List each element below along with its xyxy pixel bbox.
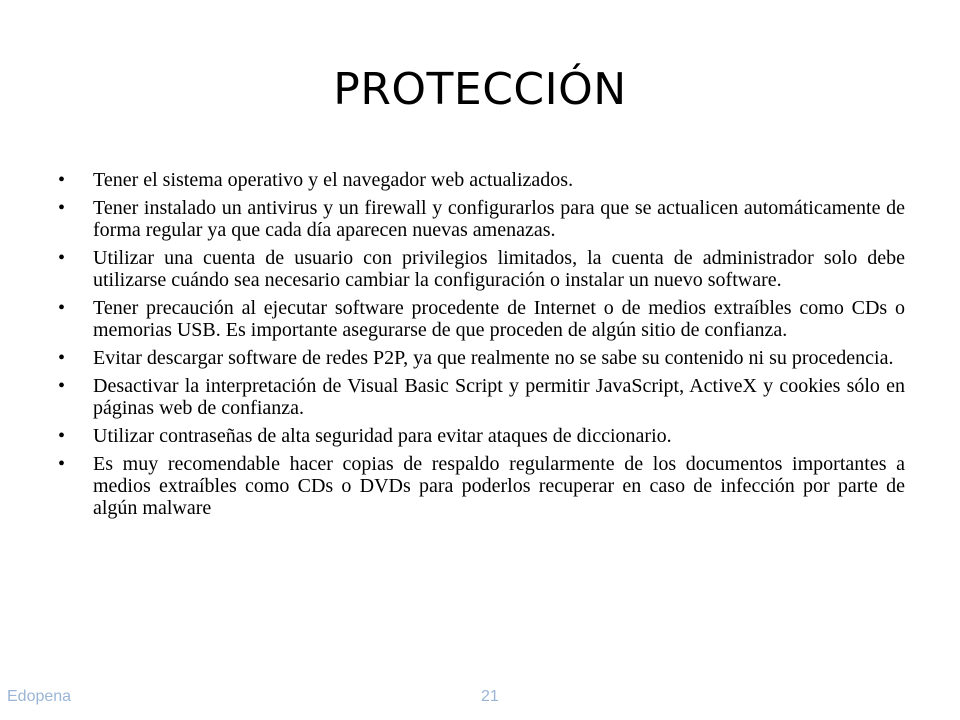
bullet-icon: • — [58, 453, 66, 475]
bullet-icon: • — [58, 297, 66, 319]
bullet-item — [58, 169, 905, 191]
bullet-icon: • — [58, 375, 66, 397]
bullet-icon: • — [58, 197, 66, 219]
bullet-icon: • — [58, 347, 66, 369]
slide-title: PROTECCIÓN — [333, 64, 627, 115]
bullet-text: Tener precaución al ejecutar software procedente de Internet o de medios extraíbles como CDs o memorias USB. Es importante asegurarse de que proceden de algún sitio de confianza. — [93, 297, 905, 341]
bullet-text: Evitar descargar software de redes P2P, ya que realmente no se sabe su contenido ni su procedencia. — [93, 347, 894, 369]
footer-page-number: 21 — [481, 688, 499, 705]
bullet-item — [58, 453, 905, 519]
bullet-icon: • — [58, 247, 66, 269]
footer-author: Edopena — [7, 688, 72, 705]
bullet-item — [58, 297, 905, 341]
bullet-item — [58, 425, 905, 447]
bullet-text: Utilizar una cuenta de usuario con privilegios limitados, la cuenta de administrador solo debe utilizarse cuándo sea necesario cambiar la configuración o instalar un nuevo software. — [93, 247, 905, 291]
bullet-item — [58, 347, 905, 369]
bullet-item — [58, 247, 905, 291]
bullet-item — [58, 375, 905, 419]
bullet-text: Tener instalado un antivirus y un firewall y configurarlos para que se actualicen automáticamente de forma regular ya que cada día aparecen nuevas amenazas. — [93, 197, 905, 241]
bullet-item — [58, 197, 905, 241]
bullet-text: Utilizar contraseñas de alta seguridad para evitar ataques de diccionario. — [93, 425, 672, 447]
bullet-icon: • — [58, 169, 66, 191]
bullet-text: Desactivar la interpretación de Visual Basic Script y permitir JavaScript, ActiveX y cookies sólo en páginas web de confianza. — [93, 375, 905, 419]
bullet-list — [58, 169, 905, 525]
bullet-text: Es muy recomendable hacer copias de respaldo regularmente de los documentos importantes a medios extraíbles como CDs o DVDs para poderlos recuperar en caso de infección por parte de algún malware — [93, 453, 905, 519]
bullet-text: Tener el sistema operativo y el navegador web actualizados. — [93, 169, 574, 191]
bullet-icon: • — [58, 425, 66, 447]
